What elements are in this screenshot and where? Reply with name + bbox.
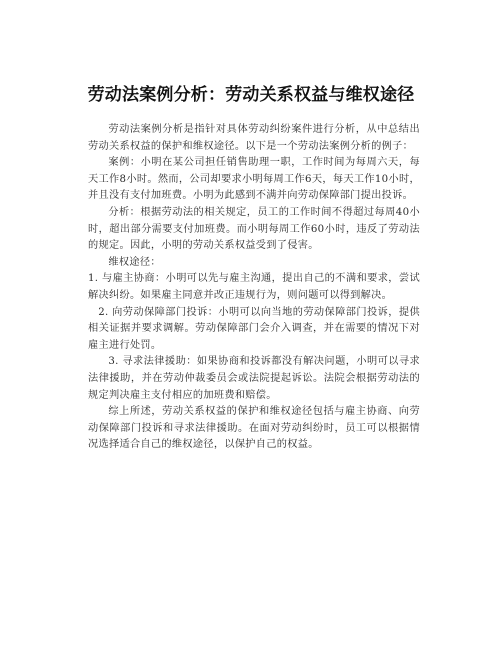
paragraph-case: 案例：小明在某公司担任销售助理一职，工作时间为每周六天，每天工作8小时。然而，公司却要求小明每周工作6天，每天工作10小时，并且没有支付加班费。小明为此感到不满并向劳动保障部门提出投诉。: [88, 157, 420, 202]
paragraph-conclusion: 综上所述，劳动关系权益的保护和维权途径包括与雇主协商、向劳动保障部门投诉和寻求法律援助。在面对劳动纠纷时，员工可以根据情况选择适合自己的维权途径，以保护自己的权益。: [88, 406, 420, 451]
paragraph-analysis: 分析：根据劳动法的相关规定，员工的工作时间不得超过每周40小时，超出部分需要支付加班费。而小明每周工作60小时，违反了劳动法的规定。因此，小明的劳动关系权益受到了侵害。: [88, 206, 420, 252]
paragraph-remedy-3: 3. 寻求法律援助：如果协商和投诉都没有解决问题，小明可以寻求法律援助，并在劳动仲裁委员会或法院提起诉讼。法院会根据劳动法的规定判决雇主支付相应的加班费和赔偿。: [88, 356, 420, 401]
paragraph-remedies-heading: 维权途径：: [108, 256, 161, 268]
paragraph-remedy-1: 1. 与雇主协商：小明可以先与雇主沟通，提出自己的不满和要求，尝试解决纠纷。如果雇主同意并改正违规行为，则问题可以得到解决。: [88, 273, 420, 301]
document-title: 劳动法案例分析：劳动关系权益与维权途径: [87, 85, 415, 105]
paragraph-intro: 劳动法案例分析是指针对具体劳动纠纷案件进行分析，从中总结出劳动关系权益的保护和维权途径。以下是一个劳动法案例分析的例子：: [88, 124, 420, 152]
document-body: [88, 122, 420, 454]
paragraph-remedy-2: 2. 向劳动保障部门投诉：小明可以向当地的劳动保障部门投诉，提供相关证据并要求调解。劳动保障部门会介入调查，并在需要的情况下对雇主进行处罚。: [88, 306, 420, 351]
